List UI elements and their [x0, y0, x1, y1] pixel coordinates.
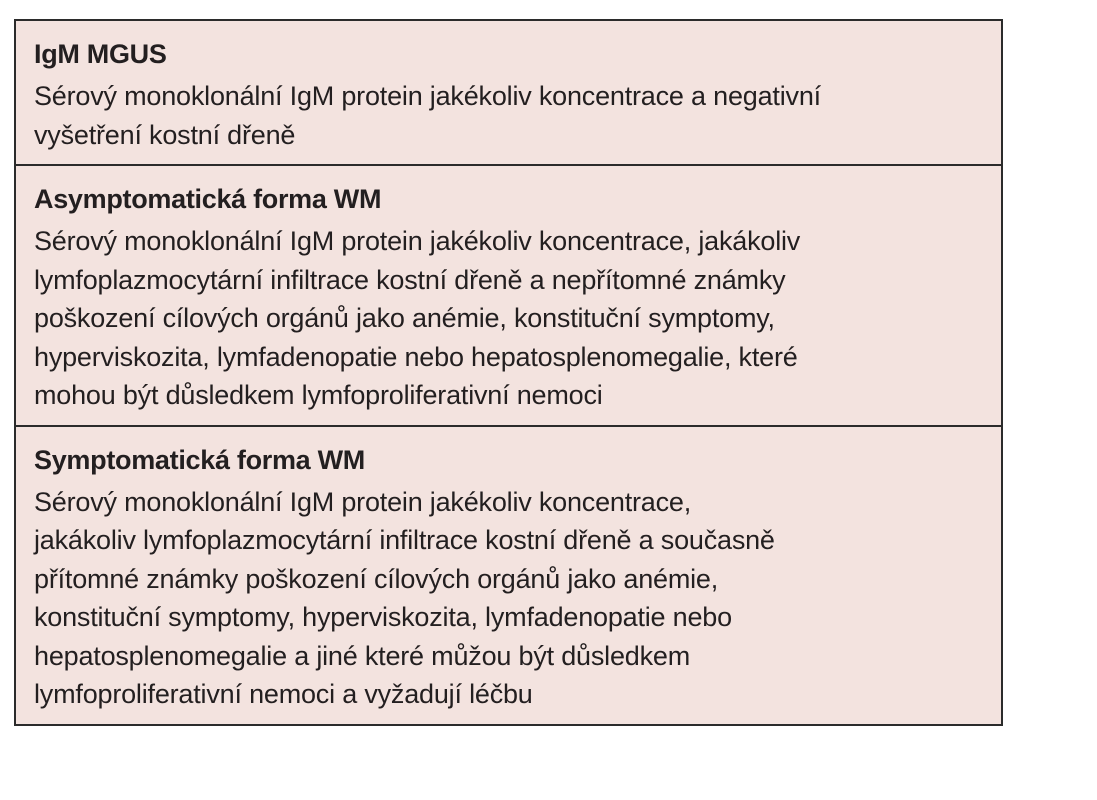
description-line: mohou být důsledkem lymfoproliferativní nemoci: [34, 380, 603, 410]
description-line: Sérový monoklonální IgM protein jakékoliv koncentrace a negativní: [34, 81, 821, 111]
row-title: Asymptomatická forma WM: [34, 184, 382, 214]
description-line: jakákoliv lymfoplazmocytární infiltrace kostní dřeně a současně: [34, 525, 775, 555]
classification-table: [14, 19, 1003, 726]
description-line: lymfoplazmocytární infiltrace kostní dřeně a nepřítomné známky: [34, 264, 786, 295]
description-line: konstituční symptomy, hyperviskozita, lymfadenopatie nebo: [34, 602, 732, 632]
description-line: lymfoproliferativní nemoci a vyžadují léčbu: [34, 679, 533, 709]
row-description: [34, 222, 983, 415]
description-line: vyšetření kostní dřeně: [34, 119, 296, 150]
description-line: hepatosplenomegalie a jiné které můžou být důsledkem: [34, 640, 691, 671]
table-row-asymptomatic-wm: [16, 166, 1001, 427]
table-row-igm-mgus: [16, 21, 1001, 166]
description-line: hyperviskozita, lymfadenopatie nebo hepatosplenomegalie, které: [34, 341, 798, 372]
description-line: Sérový monoklonální IgM protein jakékoliv koncentrace, jakákoliv: [34, 226, 801, 256]
row-title: Symptomatická forma WM: [34, 444, 365, 475]
table-row-symptomatic-wm: [16, 427, 1001, 724]
description-line: Sérový monoklonální IgM protein jakékoliv koncentrace,: [34, 486, 692, 517]
description-line: přítomné známky poškození cílových orgánů jako anémie,: [34, 563, 719, 594]
row-description: [34, 483, 983, 714]
row-title: IgM MGUS: [34, 39, 167, 69]
row-description: [34, 77, 983, 154]
description-line: poškození cílových orgánů jako anémie, konstituční symptomy,: [34, 303, 775, 333]
